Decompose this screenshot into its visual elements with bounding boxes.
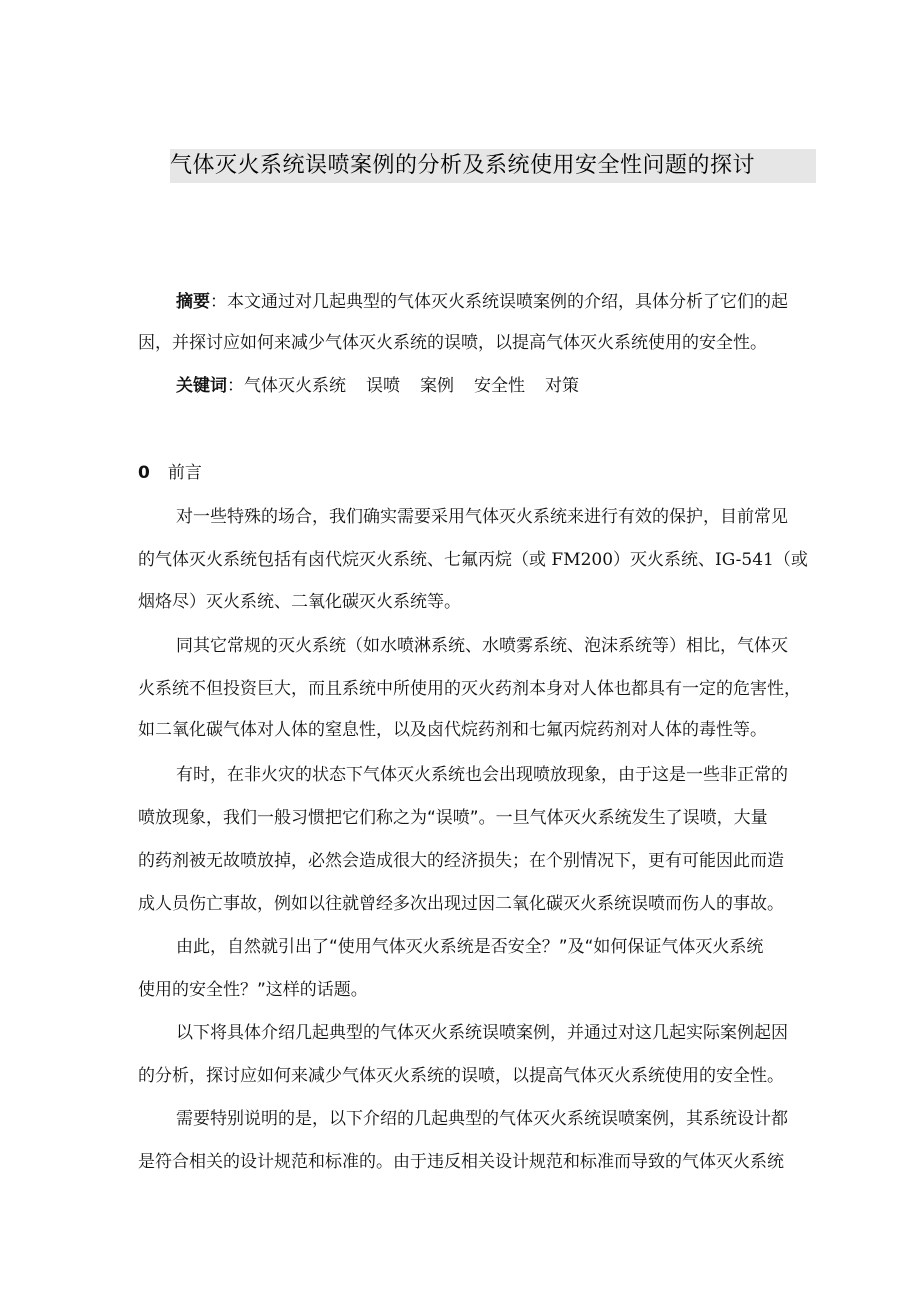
paragraph-line: 需要特别说明的是，以下介绍的几起典型的气体灭火系统误喷案例，其系统设计都 [176,1109,788,1129]
keyword-item: 气体灭火系统 [244,376,346,396]
paragraph-line: 以下将具体介绍几起典型的气体灭火系统误喷案例，并通过对这几起实际案例起因 [176,1023,788,1043]
keywords-separator: ： [227,376,244,396]
section-heading [138,461,202,485]
paragraph-line: 火系统不但投资巨大，而且系统中所使用的灭火药剂本身对人体也都具有一定的危害性， [138,679,801,699]
abstract-text-2: 因，并探讨应如何来减少气体灭火系统的误喷，以提高气体灭火系统使用的安全性。 [138,333,767,353]
paragraph-line: 如二氧化碳气体对人体的窒息性，以及卤代烷药剂和七氟丙烷药剂对人体的毒性等。 [138,720,767,740]
paragraph-line: 同其它常规的灭火系统（如水喷淋系统、水喷雾系统、泡沫系统等）相比，气体灭 [176,636,788,656]
abstract-line-2 [138,331,767,355]
paragraph-line: 喷放现象，我们一般习惯把它们称之为“误喷”。一旦气体灭火系统发生了误喷，大量 [138,808,768,828]
keyword-item: 案例 [420,376,454,396]
paragraph-line: 对一些特殊的场合，我们确实需要采用气体灭火系统来进行有效的保护，目前常见 [176,507,788,527]
paragraph-line: 使用的安全性？”这样的话题。 [138,980,368,1000]
paragraph-line: 是符合相关的设计规范和标准的。由于违反相关设计规范和标准而导致的气体灭火系统 [138,1152,784,1172]
keywords-label: 关键词 [176,376,227,396]
section-number: 0 [138,463,150,483]
section-title: 前言 [167,463,202,483]
paragraph-line: 的气体灭火系统包括有卤代烷灭火系统、七氟丙烷（或 FM200）灭火系统、IG-541（或 [138,550,808,570]
keywords-line [176,374,579,398]
abstract-separator: ： [210,292,227,312]
paragraph-line: 由此，自然就引出了“使用气体灭火系统是否安全？”及“如何保证气体灭火系统 [176,937,764,957]
paragraph-line: 烟烙尽）灭火系统、二氧化碳灭火系统等。 [138,592,461,612]
abstract-text-1: 本文通过对几起典型的气体灭火系统误喷案例的介绍，具体分析了它们的起 [227,292,788,312]
document-title: 气体灭火系统误喷案例的分析及系统使用安全性问题的探讨 [170,149,816,183]
abstract-label: 摘要 [176,292,210,312]
paragraph-line: 的药剂被无故喷放掉，必然会造成很大的经济损失；在个别情况下，更有可能因此而造 [138,851,784,871]
keyword-item: 安全性 [474,376,525,396]
paragraph-line: 成人员伤亡事故，例如以往就曾经多次出现过因二氧化碳灭火系统误喷而伤人的事故。 [138,894,784,914]
paragraph-line: 有时，在非火灾的状态下气体灭火系统也会出现喷放现象，由于这是一些非正常的 [176,765,788,785]
paragraph-line: 的分析，探讨应如何来减少气体灭火系统的误喷，以提高气体灭火系统使用的安全性。 [138,1066,784,1086]
keyword-item: 误喷 [366,376,400,396]
keyword-item: 对策 [545,376,579,396]
abstract-line-1 [176,290,788,314]
